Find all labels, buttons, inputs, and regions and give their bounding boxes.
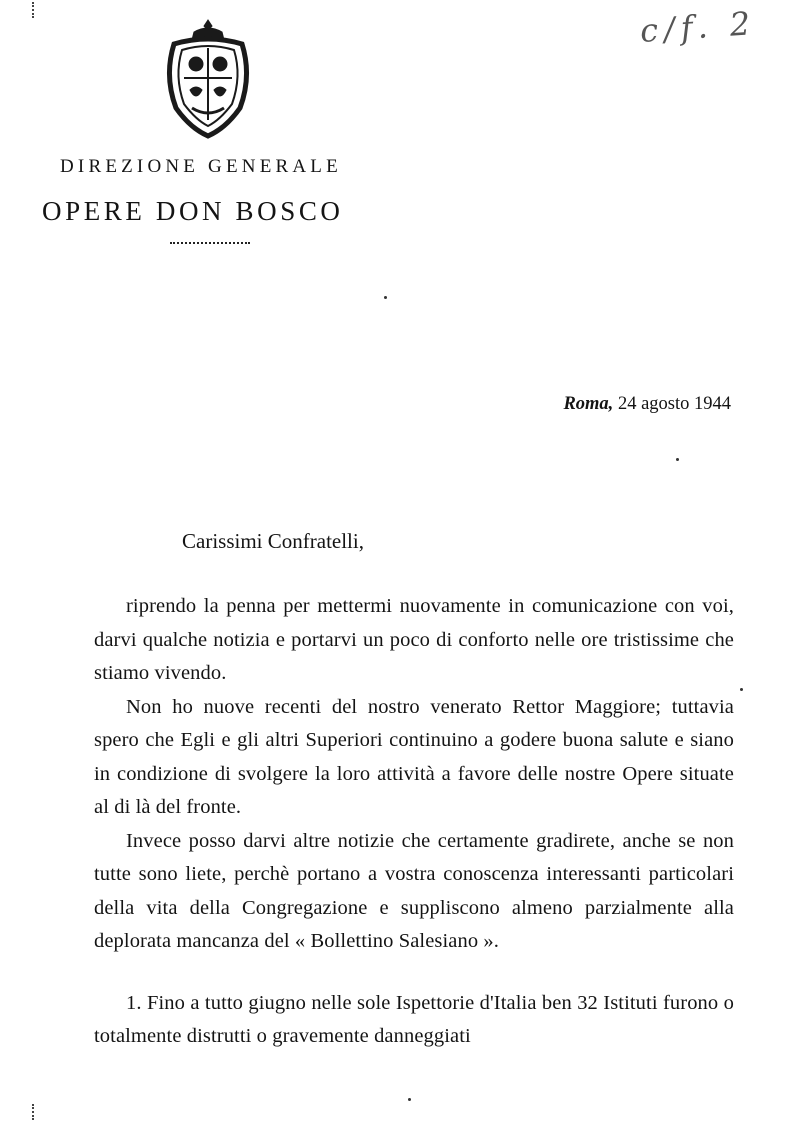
- scan-speck: [676, 458, 679, 461]
- paragraph-3: Invece posso darvi altre notizie che certamente gradirete, anche se non tutte sono liete, perchè portano a vostra conoscenza interessanti particolari della vita della Congregazione e suppliscono almeno parzialmente alla deplorata mancanza del « Bollettino Salesiano ».: [94, 829, 734, 952]
- letterhead-direzione-generale: DIREZIONE GENERALE: [60, 156, 342, 177]
- scan-speck: [740, 688, 743, 691]
- letterhead-rule-divider: [170, 242, 250, 244]
- scan-speck: [384, 296, 387, 299]
- scan-edge-mark: [32, 2, 36, 18]
- paragraph-1: riprendo la penna per mettermi nuovamente in comunicazione con voi, darvi qualche notizia e portarvi un poco di conforto nelle ore tristissime che stiamo vivendo.: [94, 595, 734, 684]
- salutation: Carissimi Confratelli,: [182, 529, 364, 553]
- letter-body: [94, 590, 734, 1054]
- letterhead-opere-don-bosco: OPERE DON BOSCO: [42, 196, 344, 226]
- dateline-date: 24 agosto 1944: [617, 394, 731, 414]
- scan-edge-mark: [32, 1104, 36, 1120]
- paragraph-4-numbered: 1. Fino a tutto giugno nelle sole Ispettorie d'Italia ben 32 Istituti furono o totalmente distrutti o gravemente danneggiati: [94, 991, 734, 1047]
- dateline-place: Roma,: [563, 394, 614, 414]
- paragraph-2: Non ho nuove recenti del nostro venerato Rettor Maggiore; tuttavia spero che Egli e gli altri Superiori continuino a godere buona salute e siano in condizione di svolgere la loro attività a favore delle nostre Opere situate al di là del fronte.: [94, 695, 734, 818]
- scan-speck: [408, 1098, 411, 1101]
- letterhead: [0, 0, 793, 260]
- dateline: [563, 394, 731, 415]
- handwritten-note: c/f. 2: [638, 3, 758, 51]
